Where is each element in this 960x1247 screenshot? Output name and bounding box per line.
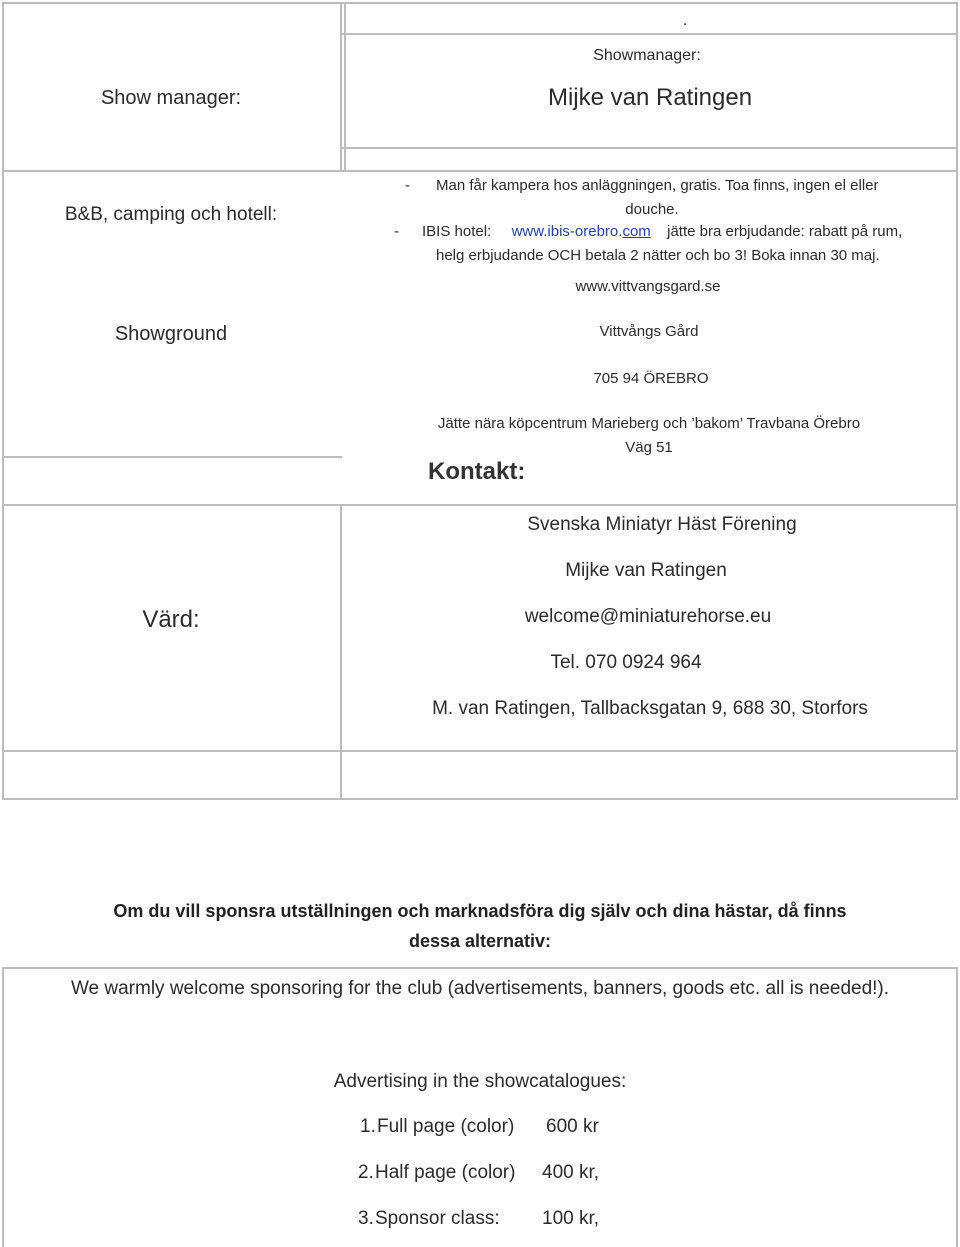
ad-option (358, 1162, 658, 1192)
list-dash: - (394, 223, 399, 240)
show-manager-label: Show manager: (100, 87, 242, 109)
showground-note: Jätte nära köpcentrum Marieberg och ’bakom’ Travbana Örebro (437, 415, 861, 432)
showground-place: Vittvångs Gård (599, 323, 699, 340)
showground-road: Väg 51 (625, 439, 673, 456)
showground-label: Showground (114, 323, 228, 345)
column-divider-inner (344, 2, 346, 170)
column-divider (340, 750, 342, 798)
ad-option-number: 2. (358, 1162, 374, 1183)
show-manager-name: Mijke van Ratingen (547, 84, 753, 111)
hotel-prefix: IBIS hotel: (422, 223, 492, 240)
table-divider (2, 170, 958, 172)
table-border-bottom (2, 798, 958, 800)
host-person: Mijke van Ratingen (565, 560, 727, 581)
table-border-right (956, 2, 958, 800)
sponsor-heading: Om du vill sponsra utställningen och marknadsföra dig själv och dina hästar, då finns (113, 901, 847, 921)
sponsor-box-right (956, 967, 958, 1247)
inner-cell-border (2, 456, 342, 458)
host-label: Värd: (142, 606, 200, 633)
camping-line: Man får kampera hos anläggningen, gratis. Toa finns, ingen el eller (436, 177, 879, 194)
host-address: M. van Ratingen, Tallbacksgatan 9, 688 30, Storfors (432, 698, 868, 719)
ad-option-number: 1. (360, 1116, 376, 1137)
host-organization: Svenska Miniatyr Häst Förening (527, 514, 797, 535)
ad-option-label: Half page (color) (375, 1162, 516, 1183)
ad-option-price: 100 kr, (542, 1208, 600, 1229)
ad-option-price: 600 kr (546, 1116, 599, 1137)
sponsor-heading-cont: dessa alternativ: (408, 931, 552, 951)
ads-title: Advertising in the showcatalogues: (333, 1071, 627, 1092)
showmanager-sub-label: Showmanager: (593, 47, 701, 64)
ad-option-label: Sponsor class: (375, 1208, 500, 1229)
table-divider (2, 750, 958, 752)
hotel-line (422, 223, 902, 240)
host-email[interactable]: welcome@miniaturehorse.eu (524, 606, 772, 627)
inner-cell-border (342, 33, 958, 35)
sponsor-box-top (2, 967, 958, 969)
lodging-label: B&B, camping och hotell: (64, 204, 278, 225)
joint (342, 504, 344, 506)
sponsor-welcome: We warmly welcome sponsoring for the club (advertisements, banners, goods etc. all is needed!). (70, 978, 890, 999)
host-phone: Tel. 070 0924 964 (550, 652, 702, 673)
ad-option-price: 400 kr, (542, 1162, 600, 1183)
camping-line-cont: douche. (625, 201, 679, 218)
ad-option (360, 1116, 660, 1146)
showground-postal: 705 94 ÖREBRO (593, 370, 709, 387)
hotel-offer: jätte bra erbjudande: rabatt på rum, (667, 223, 903, 240)
column-divider (340, 2, 342, 170)
sponsor-box-left (2, 967, 4, 1247)
hotel-offer-cont: helg erbjudande OCH betala 2 nätter och bo 3! Boka innan 30 maj. (436, 247, 880, 264)
ad-option-label: Full page (color) (377, 1116, 515, 1137)
hotel-link[interactable]: www.ibis-orebro.com (511, 223, 651, 240)
table-divider (2, 504, 958, 506)
showground-website[interactable]: www.vittvangsgard.se (575, 278, 721, 295)
contact-heading: Kontakt: (428, 458, 526, 485)
table-border-left (2, 2, 4, 800)
table-border-top (2, 2, 958, 4)
ad-option-number: 3. (358, 1208, 374, 1229)
ad-option (358, 1208, 658, 1238)
list-dash: - (405, 177, 410, 194)
inner-cell-border (342, 147, 958, 149)
top-dot: . (682, 12, 688, 29)
